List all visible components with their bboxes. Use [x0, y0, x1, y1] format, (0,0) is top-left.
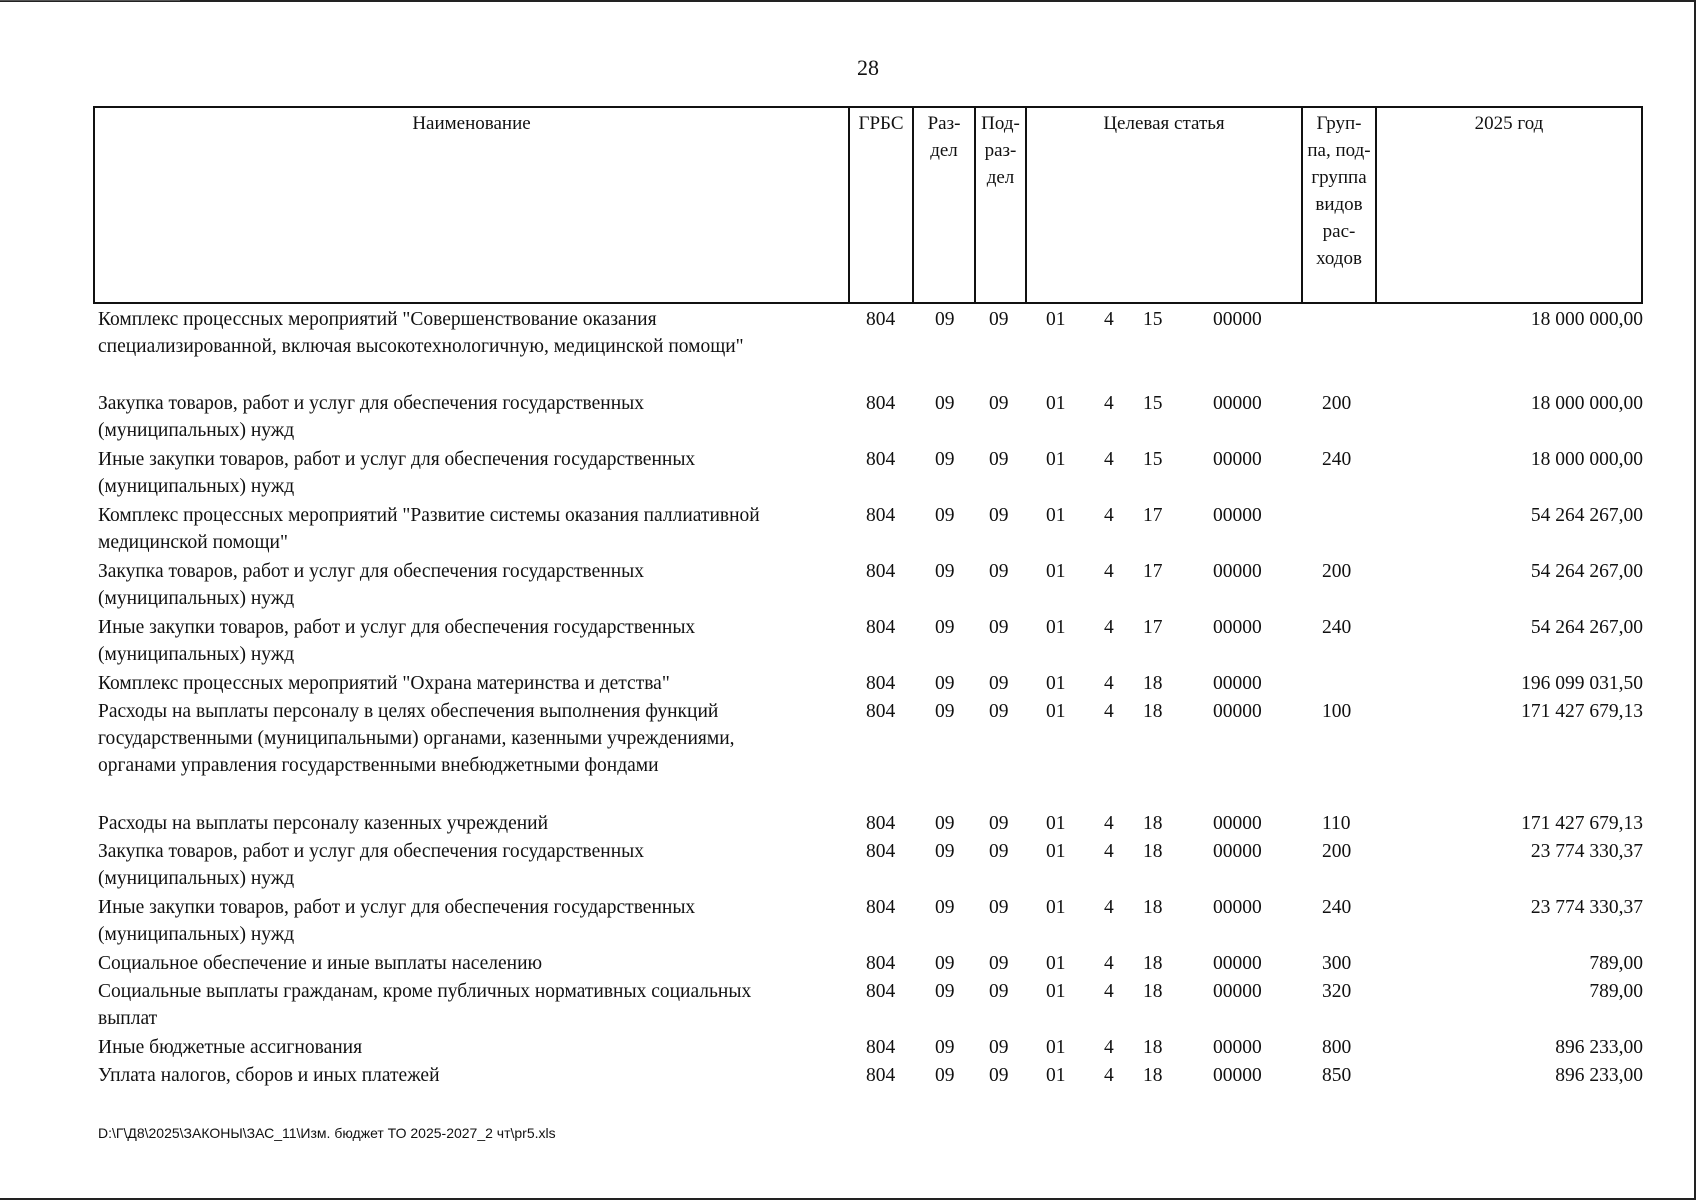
row-target-type: 4 — [1104, 953, 1114, 974]
row-target-program: 01 — [1046, 897, 1066, 918]
row-razdel: 09 — [935, 561, 955, 582]
row-target-complex: 18 — [1143, 1065, 1163, 1086]
row-target-program: 01 — [1046, 449, 1066, 470]
row-expense-type: 300 — [1322, 953, 1352, 974]
row-grbs: 804 — [866, 1065, 896, 1086]
header-podrazdel: Под- раз- дел — [976, 108, 1027, 304]
header-year: 2025 год — [1474, 113, 1544, 134]
row-podrazdel: 09 — [989, 505, 1009, 526]
row-target-complex: 18 — [1143, 813, 1163, 834]
row-amount: 18 000 000,00 — [1530, 449, 1643, 470]
row-amount: 896 233,00 — [1555, 1037, 1643, 1058]
row-target-complex: 18 — [1143, 953, 1163, 974]
row-target-complex: 18 — [1143, 841, 1163, 862]
row-expense-type: 110 — [1322, 813, 1351, 834]
row-amount: 54 264 267,00 — [1530, 505, 1643, 526]
row-grbs: 804 — [866, 981, 896, 1002]
row-target-complex: 15 — [1143, 393, 1163, 414]
row-amount: 171 427 679,13 — [1521, 813, 1643, 834]
row-target-program: 01 — [1046, 1037, 1066, 1058]
header-gruppa-vidov: Груп- па, под- группа видов рас- ходов — [1303, 108, 1377, 304]
row-target-type: 4 — [1104, 1065, 1114, 1086]
row-target-type: 4 — [1104, 813, 1114, 834]
row-razdel: 09 — [935, 309, 955, 330]
row-razdel: 09 — [935, 393, 955, 414]
row-amount: 196 099 031,50 — [1521, 673, 1643, 694]
row-grbs: 804 — [866, 1037, 896, 1058]
row-name: Иные закупки товаров, работ и услуг для обеспечения государственных (муниципальных) нужд — [98, 617, 696, 665]
row-target-type: 4 — [1104, 617, 1114, 638]
row-grbs: 804 — [866, 813, 896, 834]
row-podrazdel: 09 — [989, 1065, 1009, 1086]
row-target-complex: 17 — [1143, 505, 1163, 526]
row-target-type: 4 — [1104, 841, 1114, 862]
row-grbs: 804 — [866, 701, 896, 722]
row-razdel: 09 — [935, 701, 955, 722]
row-amount: 789,00 — [1589, 981, 1643, 1002]
row-target-direction: 00000 — [1213, 813, 1262, 834]
row-razdel: 09 — [935, 673, 955, 694]
table-header — [93, 106, 1643, 304]
file-path: D:\Г\Д8\2025\ЗАКОНЫ\ЗАС_11\Изм. бюджет ТО 2025-2027_2 чт\pr5.xls — [98, 1125, 556, 1141]
row-podrazdel: 09 — [989, 841, 1009, 862]
row-name: Закупка товаров, работ и услуг для обеспечения государственных (муниципальных) нужд — [98, 561, 645, 609]
header-name: Наименование — [95, 108, 850, 304]
row-amount: 54 264 267,00 — [1530, 561, 1643, 582]
row-podrazdel: 09 — [989, 617, 1009, 638]
row-amount: 896 233,00 — [1555, 1065, 1643, 1086]
row-expense-type: 200 — [1322, 841, 1352, 862]
row-podrazdel: 09 — [989, 953, 1009, 974]
row-target-complex: 15 — [1143, 449, 1163, 470]
row-target-program: 01 — [1046, 309, 1066, 330]
row-target-type: 4 — [1104, 309, 1114, 330]
row-expense-type: 240 — [1322, 617, 1352, 638]
row-target-direction: 00000 — [1213, 981, 1262, 1002]
row-expense-type: 320 — [1322, 981, 1352, 1002]
row-name: Комплекс процессных мероприятий "Развитие системы оказания паллиативной медицинской помощи" — [98, 505, 760, 553]
row-target-direction: 00000 — [1213, 449, 1262, 470]
row-target-direction: 00000 — [1213, 701, 1262, 722]
row-podrazdel: 09 — [989, 813, 1009, 834]
row-target-direction: 00000 — [1213, 897, 1262, 918]
row-razdel: 09 — [935, 1065, 955, 1086]
row-amount: 171 427 679,13 — [1521, 701, 1643, 722]
row-razdel: 09 — [935, 813, 955, 834]
header-razdel: Раз- дел — [914, 108, 976, 304]
row-razdel: 09 — [935, 897, 955, 918]
page-number: 28 — [857, 55, 879, 80]
row-target-complex: 18 — [1143, 1037, 1163, 1058]
row-grbs: 804 — [866, 505, 896, 526]
row-target-complex: 15 — [1143, 309, 1163, 330]
row-grbs: 804 — [866, 561, 896, 582]
row-grbs: 804 — [866, 449, 896, 470]
row-target-type: 4 — [1104, 701, 1114, 722]
row-expense-type: 100 — [1322, 701, 1352, 722]
row-podrazdel: 09 — [989, 981, 1009, 1002]
row-target-program: 01 — [1046, 841, 1066, 862]
row-name: Социальное обеспечение и иные выплаты населению — [98, 953, 543, 974]
row-name: Иные закупки товаров, работ и услуг для обеспечения государственных (муниципальных) нужд — [98, 449, 696, 497]
row-target-direction: 00000 — [1213, 309, 1262, 330]
row-grbs: 804 — [866, 953, 896, 974]
row-grbs: 804 — [866, 617, 896, 638]
row-target-complex: 18 — [1143, 673, 1163, 694]
row-amount: 23 774 330,37 — [1530, 897, 1643, 918]
row-expense-type: 850 — [1322, 1065, 1352, 1086]
row-target-type: 4 — [1104, 897, 1114, 918]
row-razdel: 09 — [935, 953, 955, 974]
row-razdel: 09 — [935, 841, 955, 862]
row-name: Закупка товаров, работ и услуг для обеспечения государственных (муниципальных) нужд — [98, 841, 645, 889]
row-target-type: 4 — [1104, 505, 1114, 526]
row-podrazdel: 09 — [989, 393, 1009, 414]
row-podrazdel: 09 — [989, 561, 1009, 582]
row-podrazdel: 09 — [989, 673, 1009, 694]
row-name: Социальные выплаты гражданам, кроме публичных нормативных социальных выплат — [98, 981, 752, 1029]
row-target-type: 4 — [1104, 673, 1114, 694]
row-target-program: 01 — [1046, 561, 1066, 582]
row-target-direction: 00000 — [1213, 393, 1262, 414]
row-name: Расходы на выплаты персоналу в целях обеспечения выполнения функций государственными (муниципальными) органами, казенными учреждениями, органами управления государственными внебюджетными фондами — [98, 701, 735, 776]
row-grbs: 804 — [866, 841, 896, 862]
row-target-program: 01 — [1046, 953, 1066, 974]
row-expense-type: 240 — [1322, 449, 1352, 470]
row-target-program: 01 — [1046, 813, 1066, 834]
row-podrazdel: 09 — [989, 897, 1009, 918]
row-target-direction: 00000 — [1213, 953, 1262, 974]
row-razdel: 09 — [935, 449, 955, 470]
row-podrazdel: 09 — [989, 701, 1009, 722]
row-target-type: 4 — [1104, 393, 1114, 414]
row-name: Комплекс процессных мероприятий "Охрана материнства и детства" — [98, 673, 670, 694]
row-target-type: 4 — [1104, 449, 1114, 470]
row-target-direction: 00000 — [1213, 841, 1262, 862]
row-name: Иные закупки товаров, работ и услуг для обеспечения государственных (муниципальных) нужд — [98, 897, 696, 945]
row-target-type: 4 — [1104, 1037, 1114, 1058]
row-podrazdel: 09 — [989, 449, 1009, 470]
row-target-direction: 00000 — [1213, 1037, 1262, 1058]
row-target-program: 01 — [1046, 393, 1066, 414]
row-razdel: 09 — [935, 981, 955, 1002]
row-amount: 18 000 000,00 — [1530, 393, 1643, 414]
row-amount: 23 774 330,37 — [1530, 841, 1643, 862]
row-target-direction: 00000 — [1213, 617, 1262, 638]
row-razdel: 09 — [935, 617, 955, 638]
row-expense-type: 800 — [1322, 1037, 1352, 1058]
row-name: Комплекс процессных мероприятий "Совершенствование оказания специализированной, включая высокотехнологичную, медицинской помощи" — [98, 309, 744, 357]
row-expense-type: 200 — [1322, 393, 1352, 414]
row-name: Уплата налогов, сборов и иных платежей — [98, 1065, 440, 1086]
row-expense-type: 200 — [1322, 561, 1352, 582]
row-name: Расходы на выплаты персоналу казенных учреждений — [98, 813, 549, 834]
row-target-program: 01 — [1046, 617, 1066, 638]
row-target-direction: 00000 — [1213, 561, 1262, 582]
row-target-complex: 17 — [1143, 617, 1163, 638]
row-razdel: 09 — [935, 1037, 955, 1058]
row-name: Иные бюджетные ассигнования — [98, 1037, 363, 1058]
row-target-direction: 00000 — [1213, 505, 1262, 526]
row-target-direction: 00000 — [1213, 673, 1262, 694]
row-name: Закупка товаров, работ и услуг для обеспечения государственных (муниципальных) нужд — [98, 393, 645, 441]
row-target-type: 4 — [1104, 561, 1114, 582]
row-grbs: 804 — [866, 393, 896, 414]
row-podrazdel: 09 — [989, 1037, 1009, 1058]
row-target-complex: 18 — [1143, 897, 1163, 918]
row-target-complex: 18 — [1143, 981, 1163, 1002]
row-target-type: 4 — [1104, 981, 1114, 1002]
row-amount: 18 000 000,00 — [1530, 309, 1643, 330]
row-grbs: 804 — [866, 897, 896, 918]
page-frame-top-mark — [0, 0, 180, 1]
row-amount: 789,00 — [1589, 953, 1643, 974]
header-grbs: ГРБС — [850, 108, 914, 304]
row-target-program: 01 — [1046, 505, 1066, 526]
row-grbs: 804 — [866, 673, 896, 694]
row-target-program: 01 — [1046, 1065, 1066, 1086]
row-expense-type: 240 — [1322, 897, 1352, 918]
header-celevaya-statya: Целевая статья — [1027, 108, 1303, 304]
row-target-program: 01 — [1046, 981, 1066, 1002]
row-target-direction: 00000 — [1213, 1065, 1262, 1086]
row-target-complex: 18 — [1143, 701, 1163, 722]
row-razdel: 09 — [935, 505, 955, 526]
row-target-program: 01 — [1046, 673, 1066, 694]
row-target-program: 01 — [1046, 701, 1066, 722]
row-amount: 54 264 267,00 — [1530, 617, 1643, 638]
page-frame-top — [0, 0, 1696, 2]
row-target-complex: 17 — [1143, 561, 1163, 582]
row-grbs: 804 — [866, 309, 896, 330]
row-podrazdel: 09 — [989, 309, 1009, 330]
